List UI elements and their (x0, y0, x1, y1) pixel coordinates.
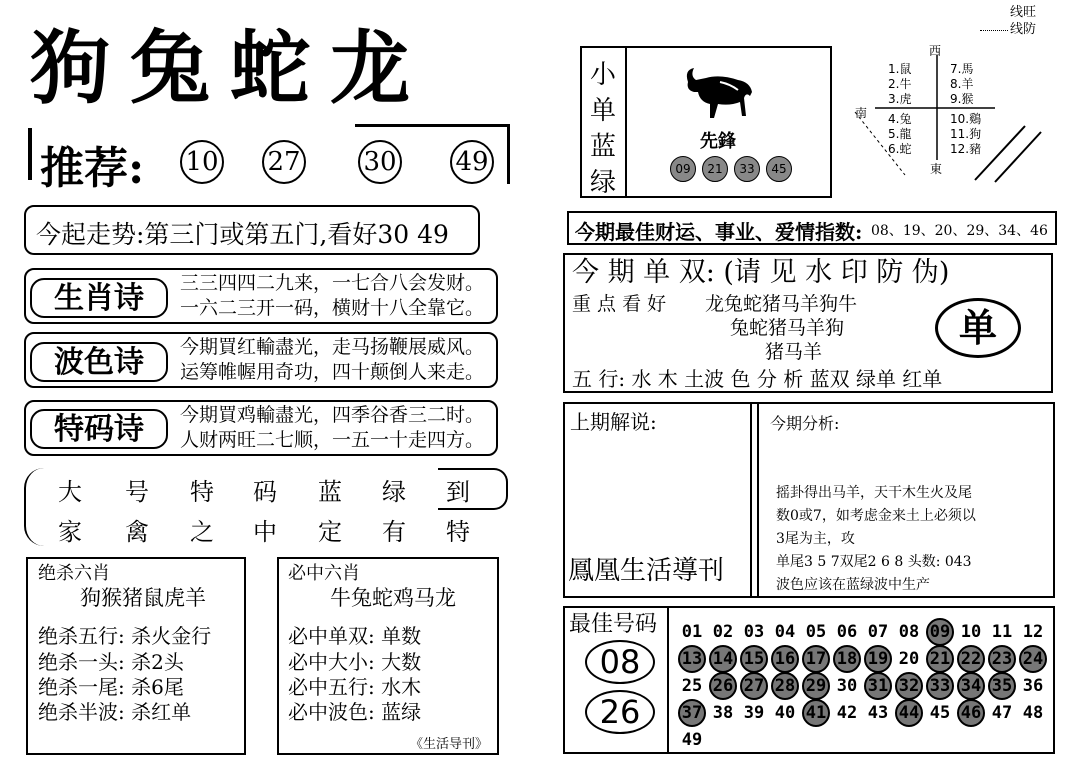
compass-zodiac: 3.虎 (888, 92, 912, 106)
ox-icon (680, 62, 760, 124)
compass-east: 東 (930, 162, 943, 176)
best-number: 42 (836, 703, 858, 723)
grid-cell: 中 (253, 518, 277, 546)
best-number: 23 (988, 645, 1016, 673)
oddeven-line: 猪马羊 (765, 341, 823, 363)
compass-south: 南 (855, 106, 868, 120)
brand-label: 鳳凰生活導刊 (568, 556, 725, 586)
page-title: 狗兔蛇龙 (30, 21, 430, 115)
recommend-number: 10 (180, 140, 224, 184)
pioneer-vertical-char: 小 (590, 60, 617, 90)
best-number: 39 (743, 703, 765, 723)
pioneer-label: 先鋒 (700, 131, 736, 152)
pioneer-vertical-char: 单 (590, 96, 617, 126)
grid-cell: 禽 (125, 518, 149, 546)
best-number: 30 (836, 676, 858, 696)
pioneer-ball: 45 (766, 156, 792, 182)
analysis-text: 单尾3 5 7双尾2 6 8 头数: 043 (776, 554, 972, 570)
trend-text: 今起走势:第三门或第五门,看好30 49 (36, 220, 449, 249)
best-number: 17 (802, 645, 830, 673)
best-number-grid (672, 610, 1052, 750)
oddeven-wuxing: 五 行: 水 木 土波 色 分 析 蓝双 绿单 红单 (572, 367, 943, 391)
kill-zodiacs: 狗猴猪鼠虎羊 (80, 586, 206, 610)
best-number: 15 (740, 645, 768, 673)
kill-line: 绝杀一尾: 杀6尾 (38, 675, 184, 699)
grid-cell: 有 (382, 518, 406, 546)
must-footer: 《生活导刊》 (410, 737, 489, 752)
best-number: 24 (1019, 645, 1047, 673)
best-number: 18 (833, 645, 861, 673)
best-number: 09 (926, 618, 954, 646)
top-right-1: 线旺 (1010, 5, 1037, 20)
top-right-dots (980, 30, 1008, 31)
analysis-text: 摇卦得出马羊，天干木生火及尾 (776, 485, 972, 501)
compass-zodiac: 4.兔 (888, 112, 912, 126)
compass-zodiac: 2.牛 (888, 77, 912, 91)
best-number: 21 (926, 645, 954, 673)
best-number: 32 (895, 672, 923, 700)
best-number: 48 (1022, 703, 1044, 723)
best-number: 36 (1022, 676, 1044, 696)
oddeven-focus-label: 重 点 看 好 (572, 293, 667, 315)
kill-title: 绝杀六肖 (38, 563, 110, 584)
poem-tag-tema: 特码诗 (30, 409, 168, 449)
best-number: 41 (802, 699, 830, 727)
best-number: 14 (709, 645, 737, 673)
must-title: 必中六肖 (288, 563, 360, 584)
poem-line: 一六二三开一码，横财十八全靠它。 (180, 297, 485, 319)
best-number: 47 (991, 703, 1013, 723)
recommend-number: 49 (450, 140, 494, 184)
last-period-label: 上期解说: (570, 410, 657, 434)
recommend-label: 推荐: (40, 143, 145, 194)
best-number: 07 (867, 622, 889, 642)
best-number: 01 (681, 622, 703, 642)
grid-cell: 定 (318, 518, 342, 546)
must-line: 必中五行: 水木 (288, 675, 422, 699)
best-number: 10 (960, 622, 982, 642)
best-number: 03 (743, 622, 765, 642)
best-number: 46 (957, 699, 985, 727)
best-number: 25 (681, 676, 703, 696)
pioneer-ball: 21 (702, 156, 728, 182)
this-period-label: 今期分析: (770, 414, 840, 433)
best-number: 27 (740, 672, 768, 700)
oddeven-stamp: 单 (935, 298, 1021, 358)
oddeven-title: 今 期 单 双: (请 见 水 印 防 伪) (572, 257, 950, 288)
kill-line: 绝杀五行: 杀火金行 (38, 624, 212, 648)
best-number: 40 (774, 703, 796, 723)
best-number: 28 (771, 672, 799, 700)
poem-line: 运筹帷幄用奇功，四十颠倒人来走。 (180, 361, 485, 383)
recommend-number: 27 (262, 140, 306, 184)
pioneer-divider (625, 46, 627, 198)
best-number: 26 (709, 672, 737, 700)
best-number: 11 (991, 622, 1013, 642)
best-number: 20 (898, 649, 920, 669)
best-number: 43 (867, 703, 889, 723)
best-number: 12 (1022, 622, 1044, 642)
best-number: 29 (802, 672, 830, 700)
grid-cell: 特 (446, 518, 470, 546)
grid-cell: 家 (58, 518, 82, 546)
poem-tag-bose: 波色诗 (30, 342, 168, 382)
top-right-2: 线防 (1010, 22, 1037, 37)
compass-zodiac: 7.馬 (950, 62, 974, 76)
compass-lines (845, 40, 1045, 190)
index-values: 08、19、20、29、34、46 (871, 223, 1048, 239)
poem-line: 今期買鸡輸盡光，四季谷香三二时。 (180, 404, 485, 426)
compass-zodiac: 9.猴 (950, 92, 974, 106)
analysis-text: 数0或7，如考虑金来土上必须以 (776, 508, 976, 524)
must-zodiacs: 牛兔蛇鸡马龙 (330, 586, 456, 610)
pioneer-vertical-char: 蓝 (590, 132, 617, 162)
grid-cell: 蓝 (318, 478, 342, 506)
best-number: 19 (864, 645, 892, 673)
best-number: 45 (929, 703, 951, 723)
best-number: 44 (895, 699, 923, 727)
must-line: 必中大小: 大数 (288, 650, 422, 674)
best-number: 49 (681, 730, 703, 750)
compass-zodiac: 5.龍 (888, 127, 912, 141)
best-number: 16 (771, 645, 799, 673)
pioneer-vertical-char: 绿 (590, 168, 617, 198)
index-label: 今期最佳财运、事业、爱情指数: (575, 220, 863, 244)
best-number: 08 (898, 622, 920, 642)
compass-zodiac: 8.羊 (950, 77, 974, 91)
recommend-number: 30 (358, 140, 402, 184)
poem-line: 今期買红輸盡光，走马扬鞭展威风。 (180, 336, 485, 358)
compass-west: 西 (929, 44, 942, 58)
oddeven-line: 龙兔蛇猪马羊狗牛 (705, 293, 858, 315)
best-number: 13 (678, 645, 706, 673)
best-number: 31 (864, 672, 892, 700)
poem-line: 人财两旺二七顺，一五一十走四方。 (180, 429, 485, 451)
best-number: 34 (957, 672, 985, 700)
must-line: 必中波色: 蓝绿 (288, 700, 422, 724)
best-number: 37 (678, 699, 706, 727)
poem-line: 三三四四二九来，一七合八会发财。 (180, 272, 485, 294)
grid-cell: 大 (58, 478, 82, 506)
best-number: 02 (712, 622, 734, 642)
analysis-divider-2 (757, 402, 759, 598)
grid-cell: 码 (253, 478, 277, 506)
best-pick: 08 (585, 640, 655, 684)
trend-box (24, 205, 480, 255)
best-pick: 26 (585, 690, 655, 734)
compass-zodiac: 1.鼠 (888, 62, 912, 76)
analysis-divider-1 (750, 402, 752, 598)
kill-line: 绝杀一头: 杀2头 (38, 650, 184, 674)
analysis-text: 3尾为主，攻 (776, 531, 855, 547)
analysis-text: 波色应该在蓝绿波中生产 (776, 577, 930, 593)
must-line: 必中单双: 单数 (288, 624, 422, 648)
grid-cell: 特 (190, 478, 214, 506)
best-number: 04 (774, 622, 796, 642)
best-number: 33 (926, 672, 954, 700)
pioneer-ball: 33 (734, 156, 760, 182)
best-label: 最佳号码 (569, 612, 658, 637)
poem-tag-shengxiao: 生肖诗 (30, 278, 168, 318)
kill-line: 绝杀半波: 杀红单 (38, 700, 192, 724)
compass-zodiac: 6.蛇 (888, 142, 912, 156)
compass-zodiac: 10.鷄 (950, 112, 982, 126)
compass-zodiac: 12.豬 (950, 142, 982, 156)
grid-cell: 之 (190, 518, 214, 546)
recommend-bar (28, 128, 32, 180)
grid-cell: 到 (446, 478, 470, 506)
grid-cell: 绿 (382, 478, 406, 506)
compass-zodiac: 11.狗 (950, 127, 982, 141)
oddeven-line: 兔蛇猪马羊狗 (730, 317, 845, 339)
best-number: 05 (805, 622, 827, 642)
index-box (567, 211, 1057, 245)
pioneer-ball: 09 (670, 156, 696, 182)
best-number: 06 (836, 622, 858, 642)
best-number: 38 (712, 703, 734, 723)
best-number: 22 (957, 645, 985, 673)
grid-cell: 号 (125, 478, 149, 506)
best-number: 35 (988, 672, 1016, 700)
